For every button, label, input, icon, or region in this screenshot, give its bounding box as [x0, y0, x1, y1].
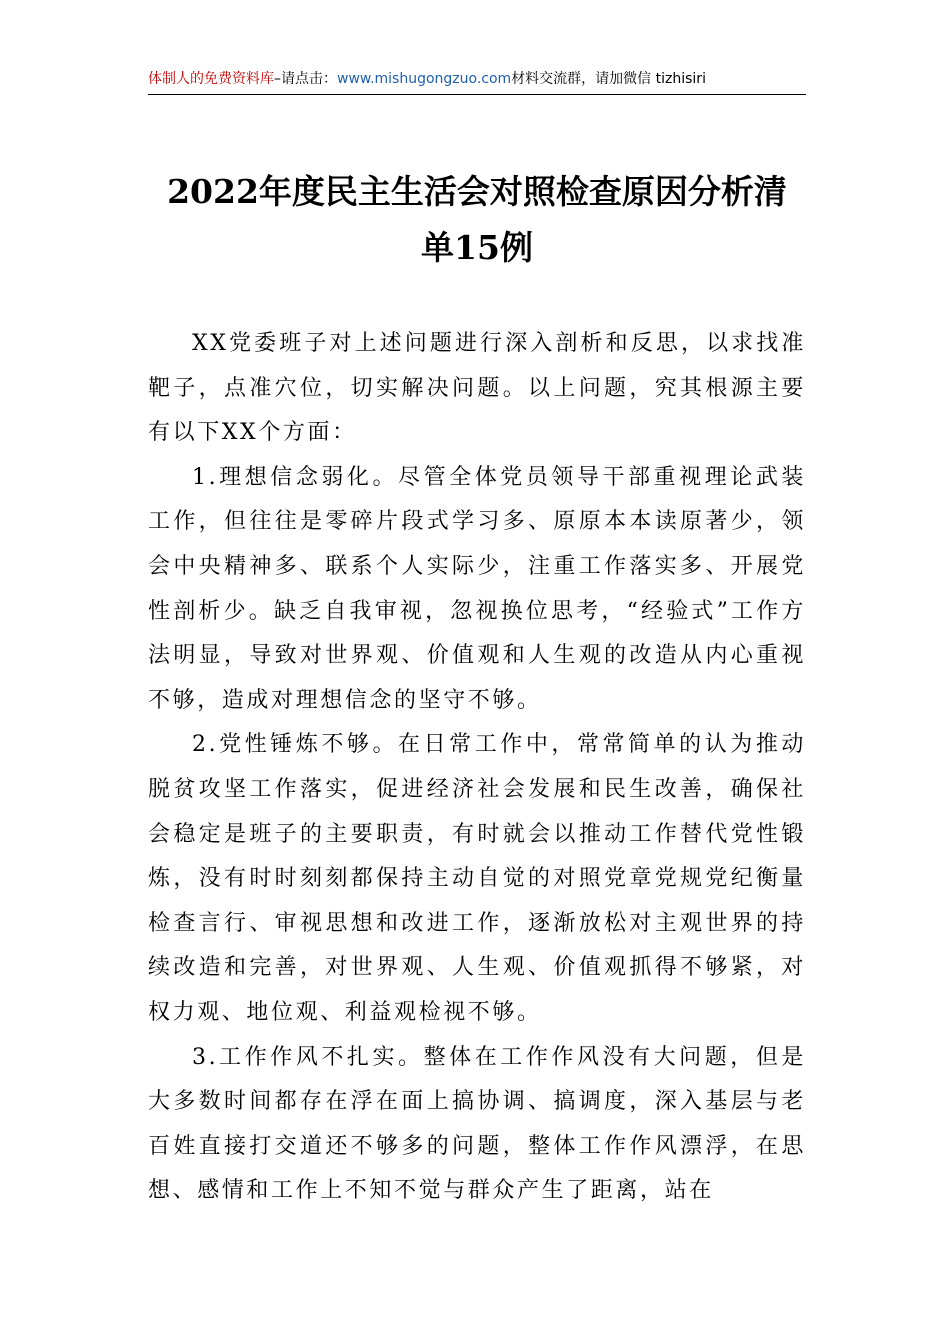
- document-body: [148, 322, 806, 1214]
- header-link[interactable]: www.mishugongzuo.com: [337, 71, 512, 87]
- paragraph-intro: XX党委班子对上述问题进行深入剖析和反思，以求找准靶子，点准穴位，切实解决问题。以上问题，究其根源主要有以下XX个方面：: [148, 331, 806, 446]
- header-prompt: –请点击：: [274, 71, 337, 87]
- paragraph-1: 1.理想信念弱化。尽管全体党员领导干部重视理论武装工作，但往往是零碎片段式学习多、原原本本读原著少，领会中央精神多、联系个人实际少，注重工作落实多、开展党性剖析少。缺乏自我审视，忽视换位思考，“经验式”工作方法明显，导致对世界观、价值观和人生观的改造从内心重视不够，造成对理想信念的坚守不够。: [148, 464, 806, 713]
- header-brand: 体制人的免费资料库: [148, 71, 274, 87]
- paragraph-2: 2.党性锤炼不够。在日常工作中，常常简单的认为推动脱贫攻坚工作落实，促进经济社会发展和民生改善，确保社会稳定是班子的主要职责，有时就会以推动工作替代党性锻炼，没有时时刻刻都保持主动自觉的对照党章党规党纪衡量检查言行、审视思想和改进工作，逐渐放松对主观世界的持续改造和完善，对世界观、人生观、价值观抓得不够紧，对权力观、地位观、利益观检视不够。: [148, 732, 806, 1025]
- title-line-1: 2022年度民主生活会对照检查原因分析清: [167, 172, 787, 211]
- header-contact: 材料交流群，请加微信 tizhisiri: [511, 71, 706, 87]
- document-header: [148, 64, 806, 95]
- paragraph-3: 3.工作作风不扎实。整体在工作作风没有大问题，但是大多数时间都存在浮在面上搞协调、搞调度，深入基层与老百姓直接打交道还不够多的问题，整体工作作风漂浮，在思想、感情和工作上不知不觉与群众产生了距离，站在: [148, 1044, 806, 1204]
- title-line-2: 单15例: [421, 228, 533, 267]
- document-title: [148, 164, 806, 276]
